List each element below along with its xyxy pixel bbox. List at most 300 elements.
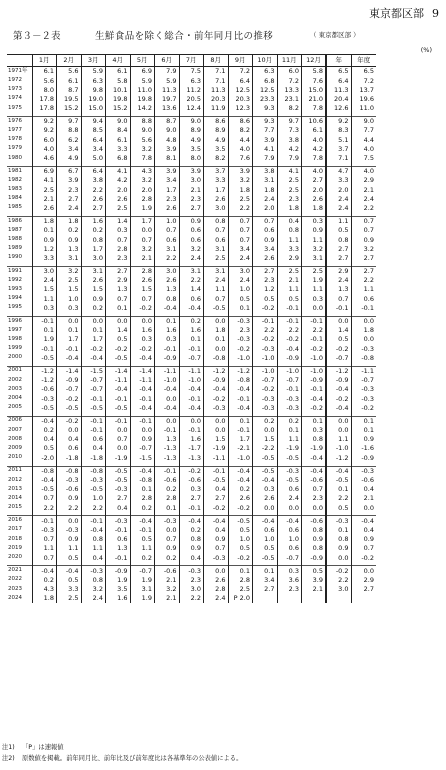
value-cell: 7.5 — [179, 67, 204, 77]
value-cell: 1.8 — [228, 185, 253, 194]
page-number: 9 — [432, 7, 439, 20]
value-cell: 0.0 — [130, 316, 155, 326]
value-cell: -0.7 — [81, 376, 106, 385]
value-cell: 4.9 — [57, 154, 82, 163]
year-cell: 1991 — [7, 266, 32, 276]
value-cell: -0.2 — [277, 335, 302, 344]
value-cell: -0.9 — [351, 453, 376, 462]
value-cell: 4.1 — [32, 176, 57, 185]
value-cell: 0.5 — [326, 226, 351, 235]
value-cell: 6.8 — [106, 154, 131, 163]
value-cell: 6.1 — [302, 126, 327, 135]
value-cell: 9.2 — [32, 116, 57, 126]
table-row — [7, 154, 376, 163]
value-cell: 6.8 — [253, 76, 278, 85]
year-cell: 1983 — [8, 186, 22, 193]
value-cell: 0.6 — [81, 435, 106, 444]
value-cell: 3.3 — [326, 176, 351, 185]
col-header: 9月 — [228, 55, 253, 67]
year-cell: 2004 — [8, 395, 22, 402]
value-cell: 6.3 — [253, 67, 278, 77]
value-cell: 0.7 — [351, 544, 376, 553]
value-cell: -1.5 — [81, 366, 106, 376]
value-cell: -0.6 — [32, 385, 57, 394]
value-cell: 1.2 — [32, 244, 57, 253]
value-cell: 3.9 — [155, 166, 180, 176]
value-cell: 3.3 — [277, 244, 302, 253]
value-cell: 4.0 — [32, 145, 57, 154]
value-cell: -0.2 — [204, 503, 229, 512]
value-cell: 2.7 — [204, 494, 229, 503]
value-cell: -0.4 — [32, 416, 57, 426]
value-cell: -1.6 — [351, 444, 376, 453]
value-cell: 0.7 — [302, 485, 327, 494]
value-cell: 0.3 — [179, 485, 204, 494]
value-cell: 2.7 — [253, 585, 278, 594]
value-cell: 0.7 — [106, 235, 131, 244]
value-cell: 2.8 — [130, 494, 155, 503]
value-cell: 3.9 — [228, 166, 253, 176]
year-cell: 1993 — [8, 285, 22, 292]
value-cell: 0.9 — [253, 235, 278, 244]
year-cell: 2013 — [8, 485, 22, 492]
value-cell: 6.0 — [277, 67, 302, 77]
value-cell: -1.0 — [277, 366, 302, 376]
value-cell: 2.2 — [351, 276, 376, 285]
value-cell: 7.2 — [277, 76, 302, 85]
value-cell: 17.8 — [32, 104, 57, 113]
year-cell: 1996 — [7, 316, 32, 326]
value-cell: -0.3 — [32, 394, 57, 403]
value-cell: -0.1 — [204, 466, 229, 476]
value-cell: -0.6 — [57, 485, 82, 494]
value-cell: -0.4 — [179, 516, 204, 526]
value-cell: 2.5 — [57, 594, 82, 603]
value-cell: 0.8 — [302, 544, 327, 553]
value-cell: -0.1 — [155, 466, 180, 476]
value-cell: 0.9 — [32, 235, 57, 244]
col-header: 2月 — [57, 55, 82, 67]
value-cell: 20.3 — [228, 95, 253, 104]
value-cell: 0.9 — [130, 435, 155, 444]
value-cell: 0.5 — [130, 535, 155, 544]
value-cell: -0.1 — [277, 316, 302, 326]
table-row — [7, 254, 376, 263]
value-cell: 8.3 — [326, 126, 351, 135]
value-cell: -1.1 — [351, 366, 376, 376]
value-cell: -0.5 — [228, 516, 253, 526]
value-cell: 7.5 — [351, 154, 376, 163]
col-header — [7, 55, 32, 67]
value-cell: 19.0 — [81, 95, 106, 104]
value-cell: -0.5 — [204, 476, 229, 485]
value-cell: 3.1 — [302, 254, 327, 263]
value-cell: -1.2 — [204, 366, 229, 376]
value-cell: 5.1 — [326, 135, 351, 144]
value-cell: 1.8 — [351, 326, 376, 335]
value-cell: 2.2 — [81, 185, 106, 194]
value-cell: 7.8 — [302, 104, 327, 113]
value-cell: -0.4 — [277, 516, 302, 526]
year-cell: 2019 — [8, 544, 22, 551]
year-cell: 1990 — [8, 254, 22, 261]
year-cell: 1999 — [8, 345, 22, 352]
value-cell: 8.6 — [204, 116, 229, 126]
value-cell: -0.1 — [302, 316, 327, 326]
table-row — [7, 353, 376, 362]
value-cell: 0.9 — [155, 544, 180, 553]
col-header: 3月 — [81, 55, 106, 67]
value-cell: -0.4 — [204, 385, 229, 394]
value-cell: 0.6 — [253, 226, 278, 235]
value-cell: 3.2 — [81, 585, 106, 594]
value-cell: 2.5 — [204, 254, 229, 263]
table-row — [7, 485, 376, 494]
value-cell: -0.2 — [302, 344, 327, 353]
value-cell: 3.2 — [57, 266, 82, 276]
value-cell: 4.1 — [253, 145, 278, 154]
value-cell: 12.5 — [228, 85, 253, 94]
value-cell: 4.9 — [179, 135, 204, 144]
value-cell: 3.5 — [106, 585, 131, 594]
value-cell: 20.3 — [204, 95, 229, 104]
value-cell: 3.9 — [57, 176, 82, 185]
value-cell: 2.6 — [81, 194, 106, 203]
value-cell: 0.7 — [32, 553, 57, 562]
value-cell: 0.5 — [106, 335, 131, 344]
value-cell: 2.0 — [106, 185, 131, 194]
value-cell: 0.2 — [179, 316, 204, 326]
value-cell — [326, 594, 351, 603]
value-cell: -2.1 — [228, 444, 253, 453]
value-cell: 3.0 — [32, 266, 57, 276]
value-cell: -0.6 — [302, 476, 327, 485]
value-cell: 1.0 — [81, 494, 106, 503]
value-cell: -0.3 — [57, 526, 82, 535]
value-cell: 4.4 — [228, 135, 253, 144]
value-cell: 0.4 — [81, 553, 106, 562]
value-cell: 1.6 — [179, 326, 204, 335]
value-cell — [351, 594, 376, 603]
value-cell: 6.3 — [81, 76, 106, 85]
value-cell: -0.1 — [277, 385, 302, 394]
value-cell: 2.6 — [155, 204, 180, 213]
value-cell: -0.3 — [253, 394, 278, 403]
value-cell: -0.3 — [277, 466, 302, 476]
value-cell: 0.3 — [302, 216, 327, 226]
value-cell: 2.7 — [57, 194, 82, 203]
table-number: 第３－２表 — [13, 31, 61, 42]
value-cell: 19.7 — [155, 95, 180, 104]
value-cell: 9.7 — [277, 116, 302, 126]
value-cell: 20.5 — [179, 95, 204, 104]
value-cell: 2.4 — [326, 204, 351, 213]
year-cell: 1997 — [8, 326, 22, 333]
value-cell: 0.1 — [326, 485, 351, 494]
value-cell: 1.9 — [302, 276, 327, 285]
value-cell: 0.6 — [277, 485, 302, 494]
value-cell: 4.1 — [277, 166, 302, 176]
value-cell: 0.0 — [204, 566, 229, 576]
value-cell: 8.8 — [57, 126, 82, 135]
value-cell: -1.2 — [32, 366, 57, 376]
year-cell: 1980 — [8, 154, 22, 161]
year-cell: 1974 — [8, 95, 22, 102]
value-cell: 3.3 — [204, 176, 229, 185]
table-row — [7, 326, 376, 335]
value-cell: 0.6 — [179, 294, 204, 303]
value-cell: -0.1 — [155, 344, 180, 353]
value-cell: -0.3 — [228, 316, 253, 326]
value-cell: 2.2 — [179, 594, 204, 603]
value-cell: 1.1 — [326, 435, 351, 444]
value-cell: 1.6 — [81, 216, 106, 226]
value-cell: 2.2 — [81, 503, 106, 512]
value-cell: 11.3 — [326, 85, 351, 94]
value-cell: 1.7 — [81, 244, 106, 253]
value-cell: 2.8 — [130, 266, 155, 276]
year-cell: 2011 — [7, 466, 32, 476]
value-cell: 1.3 — [57, 244, 82, 253]
value-cell: 15.2 — [106, 104, 131, 113]
value-cell: 2.2 — [302, 326, 327, 335]
value-cell: 2.1 — [32, 194, 57, 203]
value-cell: 6.4 — [81, 166, 106, 176]
value-cell: 1.6 — [106, 594, 131, 603]
value-cell: 11.2 — [179, 85, 204, 94]
value-cell: 0.3 — [155, 335, 180, 344]
value-cell: 0.0 — [204, 426, 229, 435]
value-cell: 2.6 — [130, 276, 155, 285]
value-cell: 6.7 — [57, 166, 82, 176]
table-row — [7, 95, 376, 104]
value-cell: 2.2 — [228, 204, 253, 213]
value-cell: 2.9 — [351, 576, 376, 585]
value-cell: 2.4 — [81, 594, 106, 603]
region-title: 東京都区部 9 — [369, 7, 439, 20]
year-cell: 2005 — [8, 404, 22, 411]
value-cell: 1.1 — [130, 544, 155, 553]
value-cell: 0.9 — [351, 435, 376, 444]
value-cell: -1.7 — [179, 444, 204, 453]
table-row — [7, 276, 376, 285]
value-cell: 3.1 — [204, 244, 229, 253]
value-cell: -1.9 — [277, 444, 302, 453]
value-cell: 0.0 — [179, 416, 204, 426]
year-cell: 2006 — [7, 416, 32, 426]
value-cell: -0.5 — [277, 453, 302, 462]
value-cell: 0.0 — [106, 444, 131, 453]
value-cell: 2.4 — [204, 594, 229, 603]
value-cell: 0.3 — [302, 426, 327, 435]
note-1: 注1) 「P」は速報値 — [2, 744, 64, 751]
value-cell: 10.1 — [106, 85, 131, 94]
value-cell: 3.2 — [130, 244, 155, 253]
value-cell: 3.9 — [155, 145, 180, 154]
value-cell: -1.0 — [155, 376, 180, 385]
value-cell: -0.1 — [130, 394, 155, 403]
col-header: 6月 — [155, 55, 180, 67]
value-cell: 4.3 — [130, 166, 155, 176]
table-row — [7, 494, 376, 503]
value-cell: -0.4 — [253, 516, 278, 526]
value-cell: 1.7 — [228, 435, 253, 444]
value-cell: -0.7 — [130, 444, 155, 453]
value-cell: 3.2 — [228, 176, 253, 185]
value-cell: 2.0 — [326, 185, 351, 194]
value-cell: 0.7 — [32, 535, 57, 544]
value-cell: 2.5 — [106, 204, 131, 213]
value-cell: 2.7 — [179, 204, 204, 213]
value-cell: 0.6 — [57, 444, 82, 453]
value-cell: -0.1 — [253, 316, 278, 326]
value-cell: 4.0 — [228, 145, 253, 154]
value-cell: 0.0 — [57, 516, 82, 526]
value-cell: -0.5 — [106, 476, 131, 485]
value-cell: 2.4 — [228, 254, 253, 263]
year-cell: 1988 — [8, 236, 22, 243]
value-cell: 8.8 — [130, 116, 155, 126]
value-cell: -0.3 — [81, 476, 106, 485]
value-cell: -0.7 — [351, 376, 376, 385]
value-cell: 2.6 — [32, 204, 57, 213]
value-cell: -0.4 — [81, 526, 106, 535]
value-cell: -0.3 — [351, 394, 376, 403]
value-cell: 1.0 — [277, 535, 302, 544]
value-cell: -0.4 — [130, 516, 155, 526]
table-row — [7, 194, 376, 203]
year-cell: 2000 — [8, 354, 22, 361]
value-cell: 17.8 — [32, 95, 57, 104]
value-cell: 0.1 — [32, 326, 57, 335]
value-cell: 3.7 — [326, 145, 351, 154]
value-cell: -0.9 — [326, 376, 351, 385]
value-cell: -1.0 — [179, 376, 204, 385]
year-cell: 1973 — [8, 86, 22, 93]
value-cell: 0.4 — [351, 526, 376, 535]
value-cell: 2.6 — [253, 494, 278, 503]
value-cell: 8.7 — [155, 116, 180, 126]
value-cell: 0.6 — [179, 235, 204, 244]
value-cell: 9.3 — [253, 104, 278, 113]
value-cell: 2.3 — [277, 194, 302, 203]
value-cell: 0.3 — [277, 566, 302, 576]
value-cell: 0.0 — [57, 316, 82, 326]
value-cell: 8.2 — [228, 126, 253, 135]
value-cell: 0.7 — [228, 235, 253, 244]
value-cell: 0.5 — [253, 294, 278, 303]
year-cell: 1994 — [8, 295, 22, 302]
value-cell: 1.1 — [32, 294, 57, 303]
value-cell: 0.6 — [277, 544, 302, 553]
value-cell: 0.5 — [57, 576, 82, 585]
value-cell: 0.3 — [130, 335, 155, 344]
value-cell: 1.9 — [130, 576, 155, 585]
value-cell: 0.0 — [326, 553, 351, 562]
value-cell: -1.4 — [106, 366, 131, 376]
value-cell: 1.1 — [351, 285, 376, 294]
value-cell: 0.1 — [81, 326, 106, 335]
value-cell: 3.2 — [302, 244, 327, 253]
value-cell: 2.7 — [326, 244, 351, 253]
value-cell: 0.7 — [228, 216, 253, 226]
value-cell: -0.3 — [204, 403, 229, 412]
value-cell: -0.7 — [253, 376, 278, 385]
year-cell: 2017 — [8, 526, 22, 533]
value-cell: 1.3 — [326, 285, 351, 294]
value-cell: -1.8 — [57, 453, 82, 462]
value-cell: 0.2 — [130, 553, 155, 562]
value-cell: 3.0 — [81, 254, 106, 263]
value-cell: 2.3 — [155, 194, 180, 203]
value-cell: -0.3 — [351, 385, 376, 394]
value-cell: 12.5 — [253, 85, 278, 94]
value-cell: -0.1 — [228, 394, 253, 403]
value-cell: -0.1 — [81, 394, 106, 403]
value-cell: 1.7 — [81, 335, 106, 344]
year-cell: 1972 — [8, 77, 22, 84]
value-cell: 3.1 — [253, 176, 278, 185]
table-row — [7, 385, 376, 394]
value-cell: 0.9 — [351, 535, 376, 544]
value-cell: -0.9 — [302, 376, 327, 385]
value-cell: -0.4 — [179, 385, 204, 394]
table-header-row — [7, 55, 376, 67]
value-cell: 2.6 — [302, 194, 327, 203]
table-row — [7, 104, 376, 113]
value-cell: -0.8 — [57, 466, 82, 476]
value-cell: 2.8 — [228, 576, 253, 585]
value-cell: 7.8 — [302, 154, 327, 163]
value-cell: 2.1 — [277, 276, 302, 285]
value-cell: -0.3 — [106, 485, 131, 494]
value-cell: 8.2 — [204, 154, 229, 163]
value-cell: 6.9 — [32, 166, 57, 176]
value-cell: -0.4 — [130, 353, 155, 362]
value-cell: 1.3 — [155, 435, 180, 444]
value-cell: -0.4 — [32, 566, 57, 576]
value-cell: -0.1 — [81, 416, 106, 426]
value-cell: 19.6 — [351, 95, 376, 104]
value-cell: 2.4 — [326, 276, 351, 285]
value-cell: -1.4 — [57, 366, 82, 376]
value-cell: 0.0 — [155, 394, 180, 403]
value-cell: 0.8 — [326, 535, 351, 544]
value-cell: 2.2 — [155, 254, 180, 263]
value-cell: -0.1 — [32, 516, 57, 526]
col-header: 1月 — [32, 55, 57, 67]
table-title: 生鮮食品を除く総合・前年同月比の推移 — [95, 31, 274, 42]
value-cell: -0.4 — [57, 566, 82, 576]
value-cell: 3.2 — [130, 176, 155, 185]
value-cell: 2.8 — [204, 585, 229, 594]
value-cell: 2.5 — [57, 276, 82, 285]
value-cell: 2.2 — [351, 204, 376, 213]
value-cell: -1.0 — [326, 444, 351, 453]
col-header: 10月 — [253, 55, 278, 67]
value-cell: 2.9 — [277, 254, 302, 263]
value-cell: 1.0 — [155, 216, 180, 226]
value-cell: -1.0 — [228, 353, 253, 362]
value-cell: 0.0 — [326, 316, 351, 326]
value-cell: 0.1 — [106, 304, 131, 313]
value-cell: 0.9 — [179, 544, 204, 553]
value-cell: 3.1 — [155, 244, 180, 253]
notes — [2, 742, 242, 764]
value-cell: -0.3 — [155, 516, 180, 526]
value-cell: 0.5 — [302, 566, 327, 576]
value-cell: -0.1 — [106, 553, 131, 562]
